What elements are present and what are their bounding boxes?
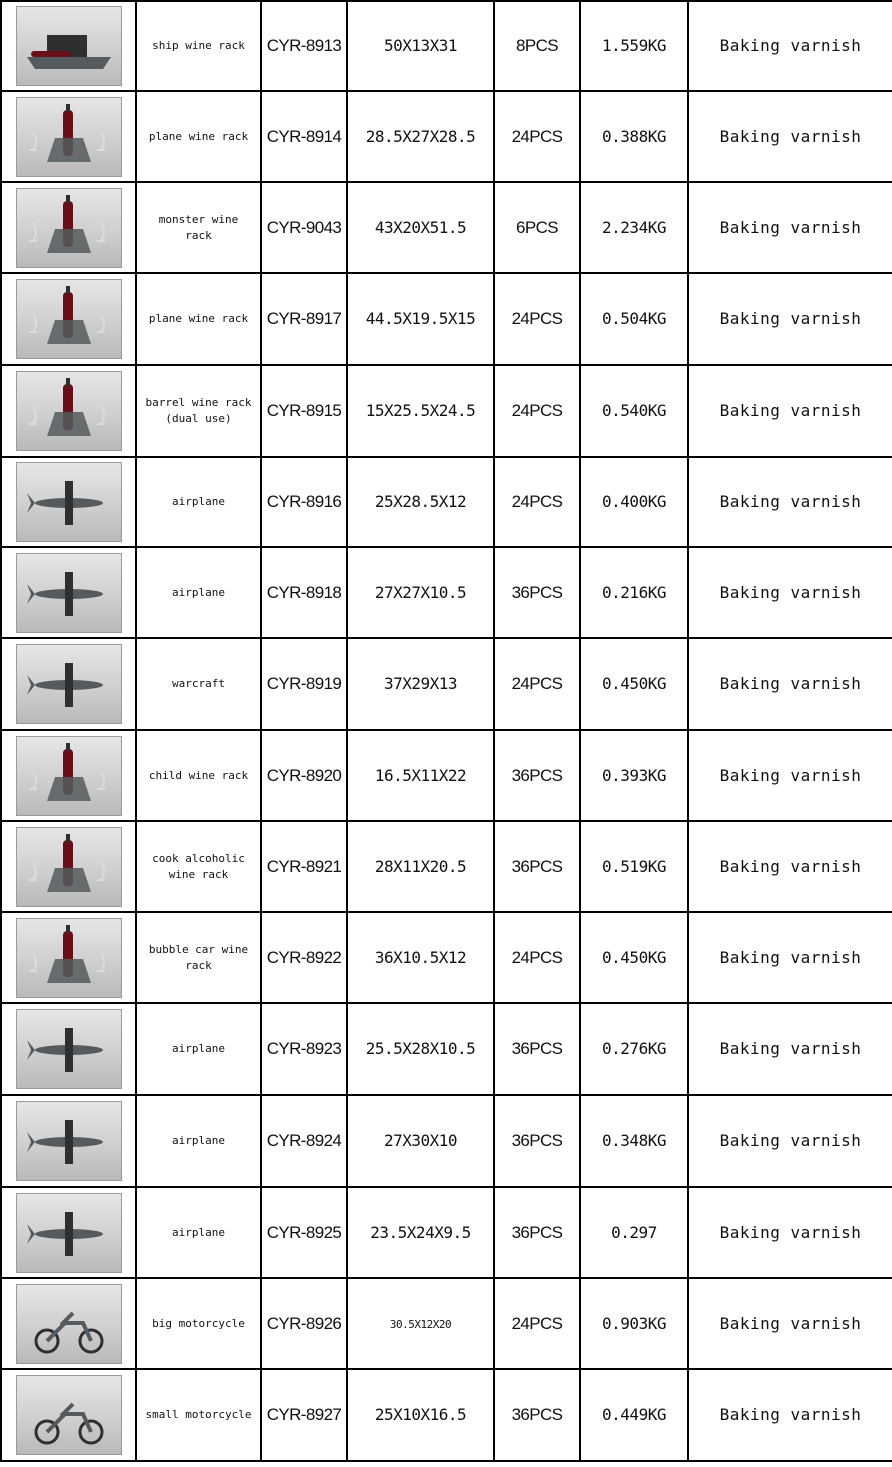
product-packing: [494, 638, 580, 730]
product-weight: [580, 457, 688, 547]
table-row: [1, 730, 892, 821]
product-size: [347, 1278, 494, 1369]
product-size-text: 28X11X20.5: [374, 856, 467, 876]
product-packing-text: 24PCS: [511, 947, 563, 967]
product-name-text: big motorcycle: [152, 1316, 245, 1330]
product-code-text: CYR-8923: [266, 1039, 342, 1058]
product-packing-text: 36PCS: [511, 765, 563, 785]
product-finish-text: Baking varnish: [719, 1222, 862, 1242]
bubble-car-wine-rack-photo: [16, 918, 122, 998]
product-weight: [580, 1, 688, 91]
table-row: [1, 821, 892, 912]
product-photo-cell: [1, 821, 136, 912]
product-name: [136, 821, 261, 912]
propeller-airplane-photo: [16, 1193, 122, 1273]
product-photo-cell: [1, 457, 136, 547]
table-row: [1, 1003, 892, 1095]
product-packing: [494, 457, 580, 547]
product-size-text: 16.5X11X22: [374, 765, 467, 785]
product-photo-cell: [1, 730, 136, 821]
product-weight: [580, 1369, 688, 1461]
product-size: [347, 91, 494, 182]
product-name: [136, 1095, 261, 1187]
product-size-text: 50X13X31: [383, 36, 458, 55]
product-weight: [580, 365, 688, 457]
product-code-text: CYR-8926: [266, 1313, 342, 1333]
product-photo-cell: [1, 1003, 136, 1095]
product-code-text: CYR-8921: [266, 856, 342, 876]
product-code: [261, 1, 347, 91]
product-finish-text: Baking varnish: [719, 1131, 862, 1150]
product-photo-cell: [1, 638, 136, 730]
product-code: [261, 1003, 347, 1095]
product-name: [136, 273, 261, 365]
product-code-text: CYR-8920: [266, 765, 342, 785]
product-code-text: CYR-8913: [266, 36, 342, 55]
product-code: [261, 912, 347, 1003]
product-finish-text: Baking varnish: [719, 947, 862, 967]
product-size-text: 27X27X10.5: [374, 582, 467, 602]
product-name-text: airplane: [172, 585, 225, 599]
table-row: [1, 273, 892, 365]
table-row: [1, 638, 892, 730]
product-name: [136, 1, 261, 91]
product-size-text: 30.5X12X20: [389, 1317, 452, 1331]
product-finish-text: Baking varnish: [719, 217, 862, 237]
product-finish-text: Baking varnish: [719, 126, 862, 146]
motorcycle-photo: [16, 1375, 122, 1455]
product-packing-text: 8PCS: [515, 36, 558, 55]
product-size-text: 27X30X10: [383, 1131, 458, 1150]
product-size: [347, 1369, 494, 1461]
product-name-text: cook alcoholic wine rack: [152, 851, 245, 881]
product-finish: [688, 1187, 892, 1278]
product-weight-text: 0.276KG: [602, 1039, 666, 1058]
product-code: [261, 730, 347, 821]
plane-wine-rack-photo: [16, 97, 122, 177]
product-code: [261, 1278, 347, 1369]
ship-wine-rack-photo: [16, 6, 122, 86]
product-photo-cell: [1, 547, 136, 638]
product-finish: [688, 182, 892, 273]
product-name: [136, 912, 261, 1003]
product-size-text: 23.5X24X9.5: [370, 1222, 471, 1242]
product-packing-text: 36PCS: [511, 1222, 563, 1242]
product-finish-text: Baking varnish: [719, 582, 862, 602]
product-weight-text: 0.393KG: [602, 765, 666, 785]
product-name: [136, 1369, 261, 1461]
product-finish-text: Baking varnish: [719, 401, 862, 420]
product-name: [136, 1278, 261, 1369]
product-weight-text: 1.559KG: [602, 36, 666, 55]
product-name: [136, 91, 261, 182]
product-finish: [688, 1095, 892, 1187]
product-finish-text: Baking varnish: [719, 765, 862, 785]
table-row: [1, 91, 892, 182]
product-packing: [494, 1369, 580, 1461]
product-photo-cell: [1, 1, 136, 91]
product-finish-text: Baking varnish: [719, 1405, 862, 1424]
product-name-text: plane wine rack: [148, 129, 249, 143]
product-weight: [580, 730, 688, 821]
product-photo-cell: [1, 1369, 136, 1461]
product-packing: [494, 912, 580, 1003]
product-weight-text: 0.388KG: [602, 126, 666, 146]
product-finish: [688, 1003, 892, 1095]
product-weight-text: 0.348KG: [602, 1131, 666, 1150]
product-packing-text: 36PCS: [511, 1039, 563, 1058]
product-code: [261, 638, 347, 730]
product-finish: [688, 1, 892, 91]
warcraft-photo: [16, 644, 122, 724]
product-size: [347, 1003, 494, 1095]
table-row: [1, 1187, 892, 1278]
product-packing-text: 36PCS: [511, 1131, 563, 1150]
product-size: [347, 547, 494, 638]
product-packing: [494, 547, 580, 638]
product-name: [136, 730, 261, 821]
product-weight-text: 2.234KG: [602, 217, 666, 237]
product-name-text: child wine rack: [148, 768, 249, 782]
product-code-text: CYR-8919: [266, 674, 342, 693]
product-name-text: barrel wine rack (dual use): [145, 396, 252, 425]
catalog-body: [1, 1, 892, 1461]
product-size-text: 44.5X19.5X15: [365, 309, 476, 328]
product-code-text: CYR-8925: [266, 1222, 342, 1242]
product-name-text: airplane: [172, 1134, 225, 1147]
product-name: [136, 182, 261, 273]
product-finish-text: Baking varnish: [719, 1313, 862, 1333]
product-code-text: CYR-8927: [266, 1405, 342, 1424]
product-photo-cell: [1, 1278, 136, 1369]
product-code: [261, 1187, 347, 1278]
product-weight-text: 0.450KG: [602, 674, 666, 693]
product-weight: [580, 1003, 688, 1095]
product-name: [136, 457, 261, 547]
jet-airplane-photo: [16, 553, 122, 633]
product-name: [136, 547, 261, 638]
monster-wine-rack-photo: [16, 188, 122, 268]
product-code: [261, 1095, 347, 1187]
product-name-text: small motorcycle: [145, 1408, 252, 1421]
product-code: [261, 91, 347, 182]
table-row: [1, 1278, 892, 1369]
barrel-wine-rack-photo: [16, 371, 122, 451]
product-weight-text: 0.449KG: [602, 1405, 666, 1424]
product-code: [261, 182, 347, 273]
product-code-text: CYR-8917: [266, 309, 342, 328]
product-finish: [688, 1369, 892, 1461]
product-finish: [688, 821, 892, 912]
table-row: [1, 182, 892, 273]
product-packing-text: 24PCS: [511, 401, 563, 420]
product-finish: [688, 547, 892, 638]
product-weight-text: 0.540KG: [602, 401, 666, 420]
product-weight-text: 0.297: [611, 1222, 657, 1242]
motorcycle-photo: [16, 1284, 122, 1364]
product-code: [261, 821, 347, 912]
child-wine-rack-photo: [16, 736, 122, 816]
product-packing: [494, 182, 580, 273]
product-code: [261, 365, 347, 457]
product-size: [347, 1, 494, 91]
table-row: [1, 365, 892, 457]
product-packing: [494, 1, 580, 91]
product-weight-text: 0.450KG: [602, 947, 666, 967]
table-row: [1, 1095, 892, 1187]
product-photo-cell: [1, 1095, 136, 1187]
product-code-text: CYR-8922: [266, 947, 342, 967]
biplane-photo: [16, 462, 122, 542]
product-weight: [580, 638, 688, 730]
product-packing: [494, 91, 580, 182]
product-packing: [494, 1187, 580, 1278]
product-code-text: CYR-8918: [266, 582, 342, 602]
product-finish: [688, 457, 892, 547]
product-packing-text: 36PCS: [511, 856, 563, 876]
product-finish: [688, 365, 892, 457]
product-finish-text: Baking varnish: [719, 36, 862, 55]
product-packing-text: 24PCS: [511, 492, 563, 511]
product-packing: [494, 273, 580, 365]
product-name-text: monster wine rack: [158, 212, 239, 242]
product-finish: [688, 638, 892, 730]
product-finish-text: Baking varnish: [719, 674, 862, 693]
product-weight: [580, 273, 688, 365]
product-finish: [688, 91, 892, 182]
product-code: [261, 1369, 347, 1461]
product-size: [347, 273, 494, 365]
product-code-text: CYR-9043: [266, 217, 342, 237]
product-weight: [580, 1187, 688, 1278]
product-name-text: airplane: [172, 1225, 225, 1239]
product-finish-text: Baking varnish: [719, 309, 862, 328]
product-weight: [580, 1278, 688, 1369]
product-weight: [580, 91, 688, 182]
product-size-text: 25X28.5X12: [374, 492, 467, 511]
product-size: [347, 730, 494, 821]
product-code-text: CYR-8915: [266, 401, 342, 420]
product-packing-text: 36PCS: [511, 1405, 563, 1424]
product-name-text: plane wine rack: [148, 312, 249, 325]
product-name: [136, 1003, 261, 1095]
product-photo-cell: [1, 912, 136, 1003]
table-row: [1, 1, 892, 91]
product-name: [136, 365, 261, 457]
product-weight-text: 0.216KG: [602, 582, 666, 602]
product-photo-cell: [1, 1187, 136, 1278]
product-code: [261, 273, 347, 365]
table-row: [1, 1369, 892, 1461]
product-name: [136, 638, 261, 730]
product-name-text: ship wine rack: [152, 39, 245, 52]
product-name-text: bubble car wine rack: [148, 942, 249, 972]
product-photo-cell: [1, 91, 136, 182]
product-packing-text: 6PCS: [515, 217, 558, 237]
product-weight-text: 0.504KG: [602, 309, 666, 328]
propeller-airplane-photo: [16, 1009, 122, 1089]
product-weight: [580, 821, 688, 912]
product-size-text: 25X10X16.5: [374, 1405, 467, 1424]
product-weight: [580, 1095, 688, 1187]
product-finish: [688, 273, 892, 365]
product-name: [136, 1187, 261, 1278]
product-finish-text: Baking varnish: [719, 492, 862, 511]
table-row: [1, 457, 892, 547]
product-size: [347, 821, 494, 912]
product-code-text: CYR-8924: [266, 1131, 342, 1150]
product-weight: [580, 547, 688, 638]
product-packing-text: 24PCS: [511, 674, 563, 693]
product-packing: [494, 365, 580, 457]
product-name-text: airplane: [172, 1042, 225, 1055]
product-weight-text: 0.400KG: [602, 492, 666, 511]
product-size: [347, 1187, 494, 1278]
product-size: [347, 912, 494, 1003]
product-name-text: airplane: [172, 495, 225, 508]
product-size: [347, 638, 494, 730]
product-photo-cell: [1, 365, 136, 457]
product-size-text: 36X10.5X12: [374, 947, 467, 967]
product-weight: [580, 182, 688, 273]
product-weight-text: 0.519KG: [602, 856, 666, 876]
product-packing: [494, 1278, 580, 1369]
plane-wine-rack-photo: [16, 279, 122, 359]
product-weight-text: 0.903KG: [602, 1313, 666, 1333]
product-code: [261, 457, 347, 547]
product-size-text: 43X20X51.5: [374, 217, 467, 237]
product-packing-text: 36PCS: [511, 582, 563, 602]
product-photo-cell: [1, 182, 136, 273]
product-size: [347, 1095, 494, 1187]
product-packing: [494, 821, 580, 912]
product-finish: [688, 1278, 892, 1369]
product-finish-text: Baking varnish: [719, 856, 862, 876]
product-size-text: 28.5X27X28.5: [365, 126, 476, 146]
table-row: [1, 912, 892, 1003]
product-packing-text: 24PCS: [511, 1313, 563, 1333]
product-code-text: CYR-8914: [266, 126, 342, 146]
product-size-text: 37X29X13: [383, 674, 458, 693]
product-size-text: 15X25.5X24.5: [365, 401, 476, 420]
propeller-airplane-photo: [16, 1101, 122, 1181]
product-size: [347, 182, 494, 273]
product-code: [261, 547, 347, 638]
table-row: [1, 547, 892, 638]
product-size: [347, 457, 494, 547]
product-finish: [688, 730, 892, 821]
product-packing: [494, 1003, 580, 1095]
product-finish: [688, 912, 892, 1003]
product-size-text: 25.5X28X10.5: [365, 1039, 476, 1058]
product-name-text: warcraft: [172, 677, 225, 690]
product-photo-cell: [1, 273, 136, 365]
product-packing: [494, 1095, 580, 1187]
cook-wine-rack-photo: [16, 827, 122, 907]
product-packing: [494, 730, 580, 821]
product-packing-text: 24PCS: [511, 309, 563, 328]
product-code-text: CYR-8916: [266, 492, 342, 511]
product-packing-text: 24PCS: [511, 126, 563, 146]
product-weight: [580, 912, 688, 1003]
product-size: [347, 365, 494, 457]
product-finish-text: Baking varnish: [719, 1039, 862, 1058]
